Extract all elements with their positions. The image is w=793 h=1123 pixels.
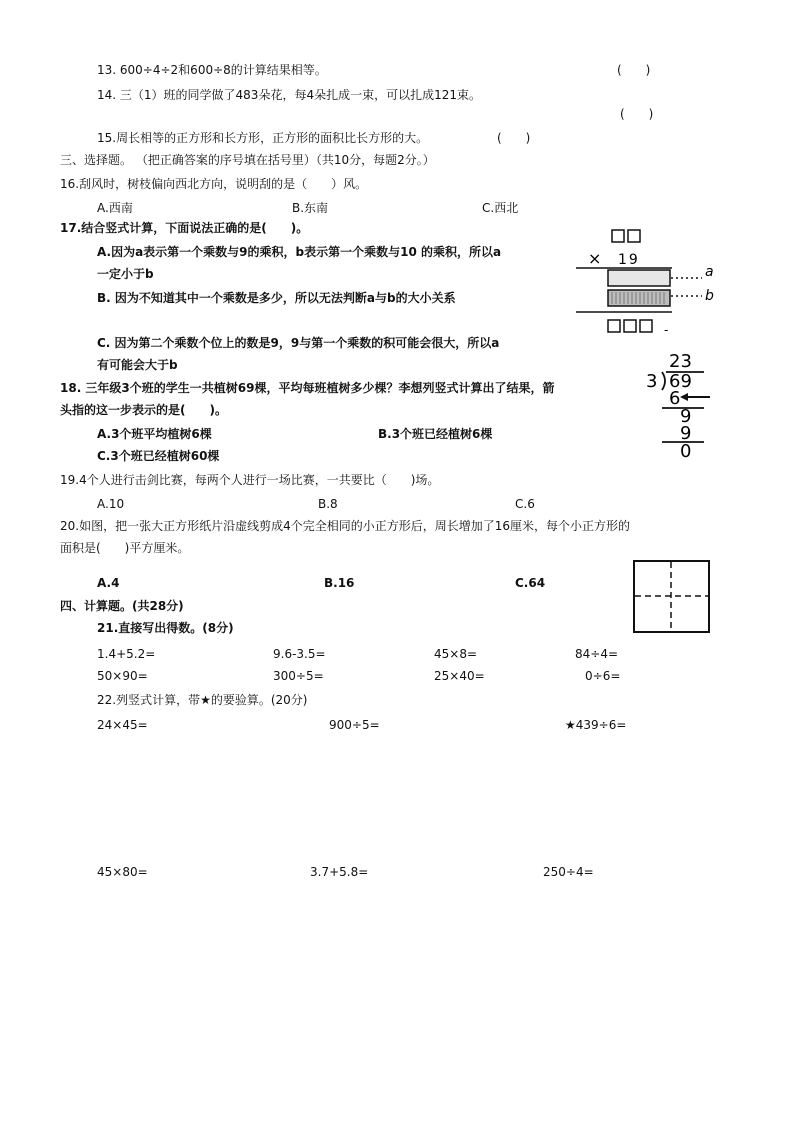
question-14: 14. 三（1）班的同学做了483朵花，每4朵扎成一束，可以扎成121束。 <box>97 88 481 102</box>
question-13: 13. 600÷4÷2和600÷8的计算结果相等。 <box>97 63 327 77</box>
q20-square-figure <box>633 560 711 634</box>
section-4-title: 四、计算题。(共28分) <box>60 599 184 613</box>
answer-paren-14[interactable]: ( ) <box>620 107 654 121</box>
multiplier: 19 <box>618 252 640 268</box>
q21-item-4: 84÷4= <box>575 647 619 661</box>
q21-item-2: 9.6-3.5= <box>273 647 326 661</box>
q18-long-division-figure <box>644 350 714 460</box>
quotient: 23 <box>669 351 692 372</box>
q17-option-c-line1: C. 因为第二个乘数个位上的数是9，9与第一个乘数的积可能会很大，所以a <box>97 336 500 350</box>
q20-option-c: C.64 <box>515 576 546 590</box>
question-21-title: 21.直接写出得数。(8分) <box>97 621 234 635</box>
answer-paren-15[interactable]: ( ) <box>497 131 531 145</box>
q22-item-6: 250÷4= <box>543 865 594 879</box>
question-18-line1: 18. 三年级3个班的学生一共植树69棵，平均每班植树多少棵？李想列竖式计算出了结果，箭 <box>60 381 555 395</box>
question-22-title: 22.列竖式计算，带★的要验算。(20分) <box>97 693 308 707</box>
division-step-3: 9 <box>680 423 692 444</box>
q16-option-b: B.东南 <box>292 201 329 215</box>
q17-option-a-line1: A.因为a表示第一个乘数与9的乘积，b表示第一个乘数与10 的乘积，所以a <box>97 245 502 259</box>
question-20-line2: 面积是( )平方厘米。 <box>60 541 190 555</box>
q20-option-a: A.4 <box>97 576 120 590</box>
q17-option-b: B. 因为不知道其中一个乘数是多少，所以无法判断a与b的大小关系 <box>97 291 456 305</box>
partial-product-b-box <box>608 290 670 306</box>
q22-item-1: 24×45= <box>97 718 148 732</box>
q21-item-5: 50×90= <box>97 669 148 683</box>
question-18-line2: 头指的这一步表示的是( )。 <box>60 403 227 417</box>
q17-option-a-line2: 一定小于b <box>97 267 154 281</box>
q21-item-1: 1.4+5.2= <box>97 647 156 661</box>
result-dash: - <box>664 323 669 337</box>
q18-option-b: B.3个班已经植树6棵 <box>378 427 493 441</box>
division-remainder: 0 <box>680 441 692 462</box>
q17-multiplication-figure <box>572 226 722 338</box>
partial-product-a-box <box>608 270 670 286</box>
q21-item-7: 25×40= <box>434 669 485 683</box>
question-20-line1: 20.如图，把一张大正方形纸片沿虚线剪成4个完全相同的小正方形后，周长增加了16厘米，每个小正方形的 <box>60 519 630 533</box>
q22-item-4: 45×80= <box>97 865 148 879</box>
q20-option-b: B.16 <box>324 576 355 590</box>
q21-item-3: 45×8= <box>434 647 478 661</box>
q17-option-c-line2: 有可能会大于b <box>97 358 178 372</box>
division-step-2: 9 <box>680 406 692 427</box>
label-a: a <box>705 264 714 280</box>
q22-item-2: 900÷5= <box>329 718 380 732</box>
q18-option-a: A.3个班平均植树6棵 <box>97 427 212 441</box>
q16-option-a: A.西南 <box>97 201 133 215</box>
q18-option-c: C.3个班已经植树60棵 <box>97 449 220 463</box>
question-19: 19.4个人进行击剑比赛，每两个人进行一场比赛，一共要比（ )场。 <box>60 473 440 487</box>
question-15: 15.周长相等的正方形和长方形，正方形的面积比长方形的大。 <box>97 131 429 145</box>
q22-item-5: 3.7+5.8= <box>310 865 369 879</box>
q19-option-b: B.8 <box>318 497 338 511</box>
q16-option-c: C.西北 <box>482 201 519 215</box>
section-3-title: 三、选择题。 （把正确答案的序号填在括号里）（共10分，每题2分。） <box>60 153 435 167</box>
question-17: 17.结合竖式计算，下面说法正确的是( )。 <box>60 221 309 235</box>
divisor: 3 <box>646 371 658 392</box>
times-sign: × <box>588 249 602 268</box>
q19-option-c: C.6 <box>515 497 535 511</box>
dividend: 69 <box>669 371 692 392</box>
division-step-1: 6 <box>669 388 681 409</box>
answer-paren-13[interactable]: ( ) <box>617 63 651 77</box>
q21-item-6: 300÷5= <box>273 669 324 683</box>
q19-option-a: A.10 <box>97 497 125 511</box>
q21-item-8: 0÷6= <box>585 669 621 683</box>
q22-item-3: ★439÷6= <box>565 718 627 732</box>
question-16: 16.刮风时，树枝偏向西北方向，说明刮的是（ ）风。 <box>60 177 368 191</box>
label-b: b <box>705 288 714 304</box>
